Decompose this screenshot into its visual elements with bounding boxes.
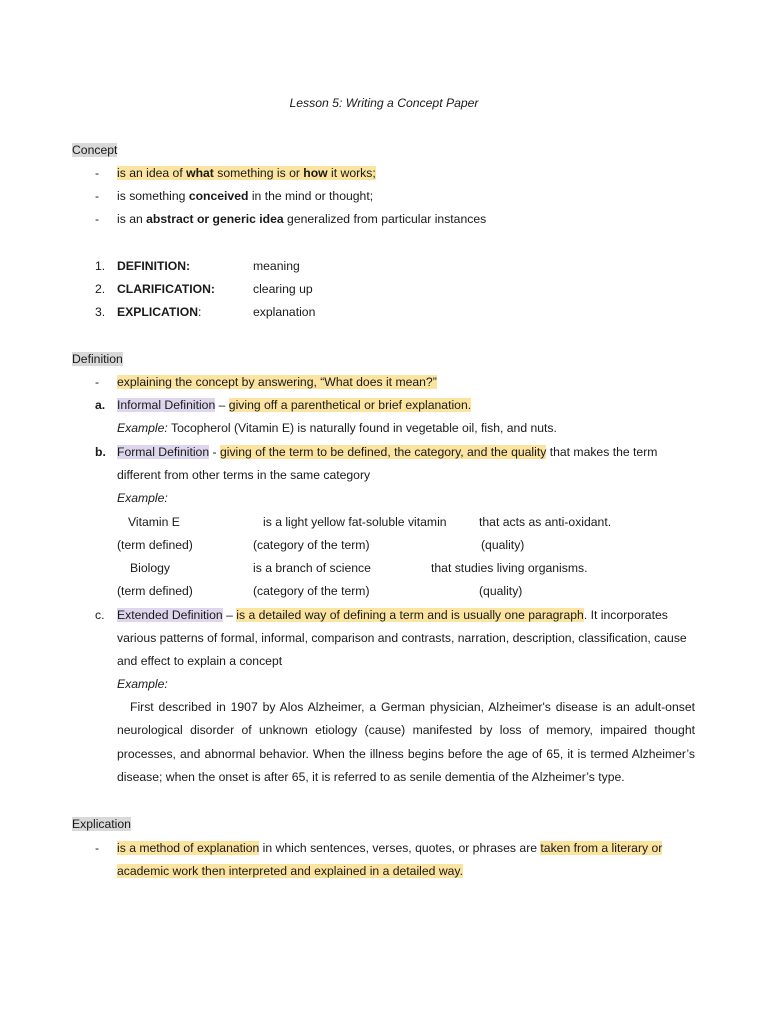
extended-example-label: Example: [117,677,168,691]
explication-heading: Explication [72,817,131,831]
extended-definition-line-3: and effect to explain a concept [117,654,283,668]
explication-bullet-1: is a method of explanation in which sentences, verses, quotes, or phrases are taken from a literary or [117,841,663,855]
list-marker-c: c. [95,608,105,622]
extended-definition-line-2: various patterns of formal, informal, comparison and contrasts, narration, description, classification, cause [117,631,687,645]
list-number: 2. [95,282,106,296]
informal-definition-line: Informal Definition – giving off a parenthetical or brief explanation. [117,398,472,412]
example-category-label: (category of the term) [253,538,370,552]
page-title: Lesson 5: Writing a Concept Paper [289,96,479,110]
list-label-clarification: CLARIFICATION: [117,282,215,296]
example-term-label: (term defined) [117,538,193,552]
concept-heading-text: Concept [72,143,118,157]
example-term: Vitamin E [128,515,180,529]
list-number: 3. [95,305,106,319]
example-quality: that studies living organisms. [431,561,588,575]
concept-bullet-1: is an idea of what something is or how it works; [117,166,376,180]
list-label-definition: DEFINITION: [117,259,191,273]
example-quality: that acts as anti-oxidant. [479,515,612,529]
list-meaning: clearing up [253,282,313,296]
list-meaning: explanation [253,305,316,319]
example-category: is a branch of science [253,561,371,575]
list-marker-b: b. [95,445,106,459]
example-term-label: (term defined) [117,584,193,598]
example-category: is a light yellow fat-soluble vitamin [263,515,447,529]
concept-bullet-3: is an abstract or generic idea generalized from particular instances [117,212,487,226]
concept-heading [72,142,117,158]
list-marker-a: a. [95,398,106,412]
definition-heading: Definition [72,352,123,366]
informal-example: Example: Tocopherol (Vitamin E) is naturally found in vegetable oil, fish, and nuts. [117,421,557,435]
example-quality-label: (quality) [479,584,523,598]
bullet-marker: - [95,189,100,203]
definition-bullet-1: explaining the concept by answering, “What does it mean?” [117,375,437,389]
extended-definition-line: Extended Definition – is a detailed way of defining a term and is usually one paragraph. It incorporates [117,608,668,622]
list-meaning: meaning [253,259,300,273]
list-number: 1. [95,259,106,273]
bullet-marker: - [95,212,100,226]
formal-example-label: Example: [117,491,168,505]
extended-example-paragraph: First described in 1907 by Alos Alzheimer, a German physician, Alzheimer's disease is an adult-onset neurological disorder of unknown etiology (cause) manifested by loss of memory, impaired thought processes, and abnormal behavior. When the illness begins before the age of 65, it is termed Alzheimer’s disease; when the onset is after 65, it is referred to as senile dementia of the Alzheimer’s type. [117,700,695,784]
concept-bullet-2: is something conceived in the mind or thought; [117,189,374,203]
bullet-marker: - [95,841,100,855]
example-term: Biology [130,561,170,575]
formal-definition-line: Formal Definition - giving of the term to be defined, the category, and the quality that makes the term [117,445,658,459]
example-category-label: (category of the term) [253,584,370,598]
list-label-explication: EXPLICATION: [117,305,202,319]
bullet-marker: - [95,375,100,389]
explication-bullet-1-line-2: academic work then interpreted and explained in a detailed way. [117,864,463,878]
bullet-marker: - [95,166,100,180]
example-quality-label: (quality) [481,538,525,552]
formal-definition-line-2: different from other terms in the same category [117,468,371,482]
